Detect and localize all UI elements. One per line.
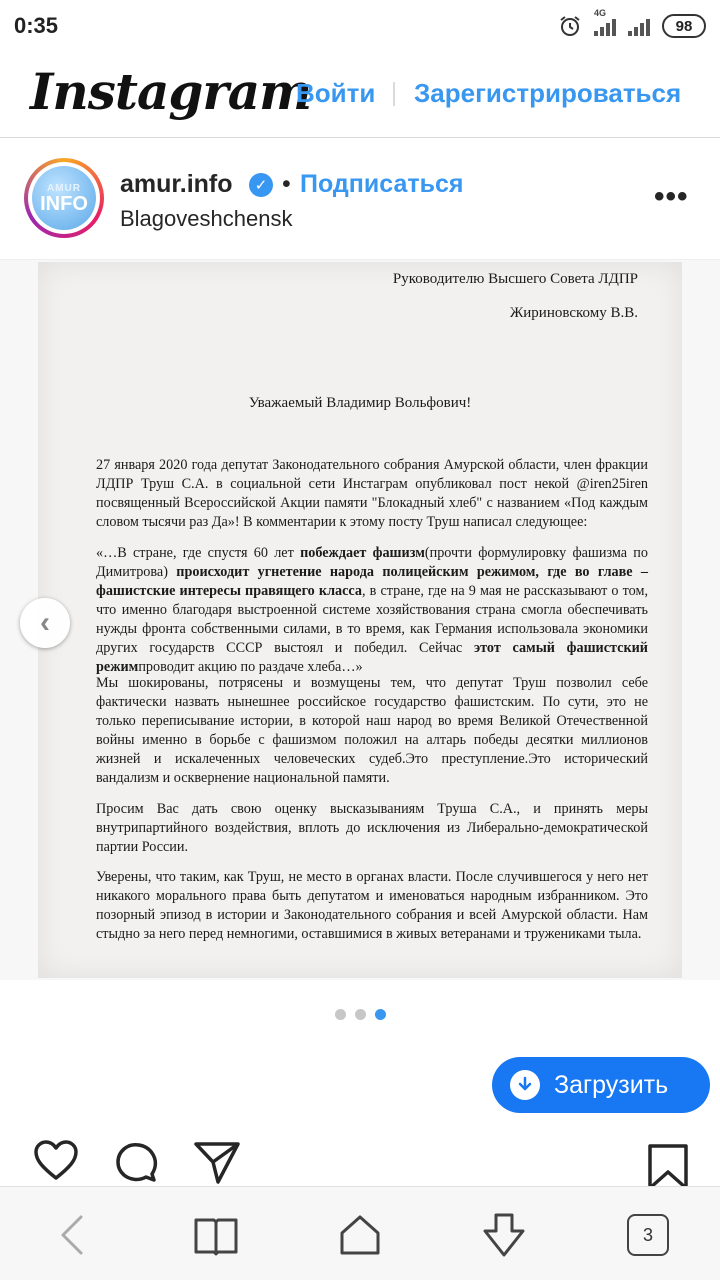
quote-part: проводит акцию по раздаче хлеба…» <box>138 659 363 675</box>
more-options-icon[interactable]: ••• <box>654 180 689 213</box>
quote-bold-part: происходит угнетение народа полицейским режимом, где во главе – фашистские интересы правящего класса <box>96 564 649 599</box>
quote-part: (прочти формулировку фашизма по Димитрова) <box>96 545 648 580</box>
instagram-header <box>0 52 720 138</box>
downloads-button[interactable] <box>476 1207 532 1263</box>
bookmarks-button[interactable] <box>188 1207 244 1263</box>
bookmark-icon[interactable] <box>646 1142 690 1190</box>
avatar-text-top: AMUR <box>47 182 81 194</box>
letter-paragraph-4: Просим Вас дать свою оценку высказываниям Труша С.А., и принять меры внутрипартийного воздействия, вплоть до исключения из Либерально-демократической партии России. <box>96 801 648 855</box>
home-icon <box>336 1213 384 1257</box>
letter-paragraph-1: 27 января 2020 года депутат Законодательного собрания Амурской области, член фракции ЛДПР Труш С.А. в социальной сети Инстаграм опубликовал пост некой @iren25iren посвященный Всероссийской Акции памяти "Блокадный хлеб" с названием «Под каждым словом тысячи раз Да»! В комментарии к этому посту Труш написал следующее: <box>96 457 648 530</box>
letter-addressee-title: Руководителю Высшего Совета ЛДПР <box>392 271 638 287</box>
carousel-dot <box>355 1009 366 1020</box>
verified-badge-icon: ✓ <box>249 173 273 197</box>
book-icon <box>192 1214 240 1256</box>
post-image[interactable] <box>0 260 720 980</box>
carousel-dot <box>335 1009 346 1020</box>
letter-paragraph-2 <box>96 544 648 677</box>
tabs-button[interactable] <box>620 1207 676 1263</box>
letter-greeting: Уважаемый Владимир Вольфович! <box>248 395 472 411</box>
quote-part: , в стране, где на 9 мая не рассказывают о том, что именно благодаря выстроенной системе хозяйствования страна смогла обеспечивать нужды фронта собственными силами, в то время, как Германия использовала экономики других государств СССР выстоял и победил. Сейчас <box>96 583 648 656</box>
letter-paragraph-5: Уверены, что таким, как Труш, не место в органах власти. После случившегося у него нет никакого морального права быть депутатом и именоваться народным избранником. Это позорный эпизод в истории и Законодательного собрания и всей Амурской области. Нам стыдно за него перед немногими, оставшимися в живых ветеранами и тружениками тыла. <box>96 869 648 942</box>
header-dot-separator: • <box>282 170 291 198</box>
status-icons <box>558 8 706 38</box>
quote-bold-part: этот самый фашистский режим <box>96 640 648 675</box>
letter-paragraph-3: Мы шокированы, потрясены и возмущены тем, что депутат Труш позволил себе фактически назвать нынешнее российское государство фашистским. По сути, это не только переписывание истории, в которой наш народ во время Великой Отечественной войны именно в борьбе с фашизмом положил на алтарь победы десятки миллионов жизней и искалеченных человеческих судеб.Это преступление.Это исторический вандализм и осквернение национальной памяти. <box>96 675 648 786</box>
post-header <box>0 140 720 260</box>
letter-addressee-name: Жириновскому В.В. <box>509 305 638 321</box>
heart-icon[interactable] <box>32 1138 80 1182</box>
chevron-left-icon <box>57 1213 87 1257</box>
download-button[interactable] <box>492 1057 710 1113</box>
battery-icon <box>662 14 706 38</box>
browser-bottom-bar <box>0 1186 720 1280</box>
avatar-logo <box>32 166 96 230</box>
carousel-prev-button[interactable]: ‹ <box>20 598 70 648</box>
quote-part: «…В стране, где спустя 60 лет <box>96 545 301 561</box>
status-bar <box>0 0 720 52</box>
avatar-frame <box>28 162 100 234</box>
header-divider <box>393 82 395 106</box>
avatar[interactable] <box>24 158 104 238</box>
home-button[interactable] <box>332 1207 388 1263</box>
back-button[interactable] <box>44 1207 100 1263</box>
avatar-text-bottom: INFO <box>40 192 88 215</box>
signal-4g-icon <box>594 8 616 36</box>
carousel-dot-active <box>375 1009 386 1020</box>
battery-level: 98 <box>675 17 693 35</box>
login-link[interactable]: Войти <box>296 78 376 108</box>
letter-document <box>38 262 682 978</box>
alarm-icon <box>558 14 582 38</box>
post-location[interactable]: Blagoveshchensk <box>120 206 293 231</box>
quote-bold-part: побеждает фашизм <box>300 545 425 561</box>
follow-button[interactable]: Подписаться <box>300 170 464 198</box>
status-time: 0:35 <box>14 13 59 38</box>
instagram-logo[interactable]: Instagram <box>30 62 311 121</box>
download-arrow-icon <box>510 1070 540 1100</box>
comment-icon[interactable] <box>112 1138 160 1186</box>
post-username[interactable]: amur.info <box>120 170 233 198</box>
signal-icon <box>628 16 650 36</box>
download-icon <box>479 1211 529 1259</box>
carousel-indicator <box>0 1009 720 1020</box>
tabs-count-icon: 3 <box>627 1214 669 1256</box>
send-icon[interactable] <box>192 1138 242 1186</box>
register-link[interactable]: Зарегистрироваться <box>414 78 682 108</box>
download-label: Загрузить <box>554 1070 669 1099</box>
post-actions <box>0 1138 720 1190</box>
network-type-label: 4G <box>594 8 607 18</box>
